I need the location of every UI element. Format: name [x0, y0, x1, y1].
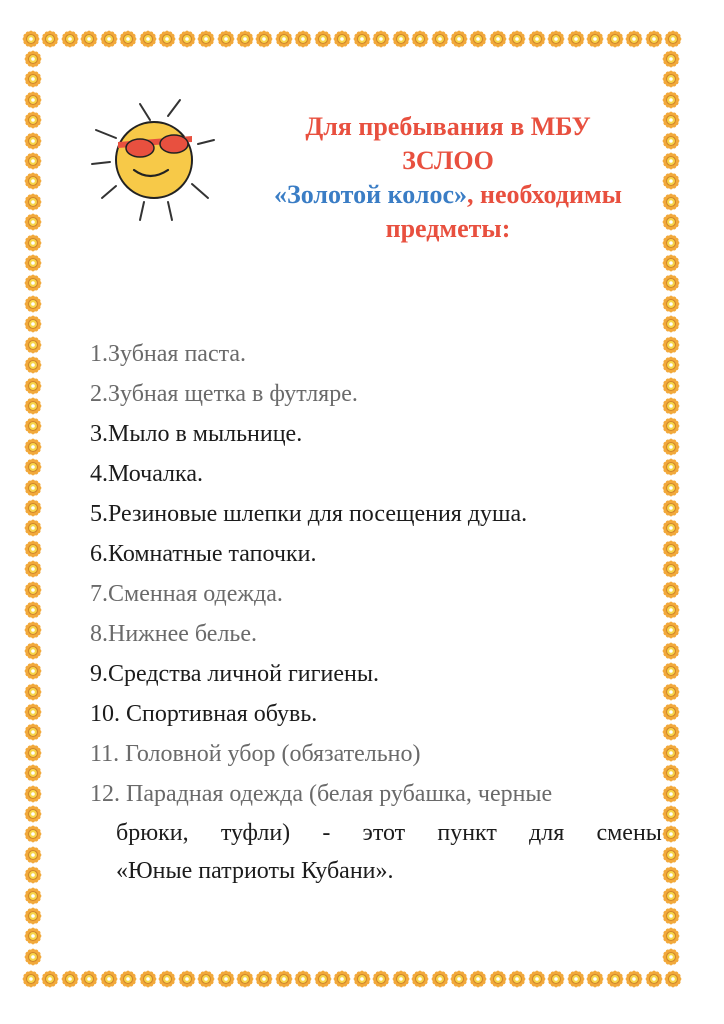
sun-flower-icon — [662, 805, 680, 823]
sun-flower-icon — [24, 336, 42, 354]
sun-flower-icon — [119, 30, 137, 48]
list-item-continuation — [90, 814, 662, 852]
list-item: 9.Средства личной гигиены. — [90, 661, 379, 687]
sun-flower-icon — [662, 91, 680, 109]
sun-flower-icon — [662, 274, 680, 292]
list-item: 1.Зубная паста. — [90, 341, 247, 367]
sun-flower-icon — [547, 30, 565, 48]
continuation-word: смены — [596, 820, 662, 846]
sun-flower-icon — [372, 970, 390, 988]
sun-flower-icon — [662, 703, 680, 721]
sun-flower-icon — [24, 377, 42, 395]
sun-flower-icon — [24, 152, 42, 170]
continuation-word: - — [322, 820, 331, 846]
continuation-word: этот — [362, 820, 406, 846]
sun-flower-icon — [662, 499, 680, 517]
sun-flower-icon — [431, 970, 449, 988]
sun-flower-icon — [24, 274, 42, 292]
sun-flower-icon — [24, 70, 42, 88]
list-item: 2.Зубная щетка в футляре. — [90, 381, 358, 407]
sun-flower-icon — [24, 907, 42, 925]
sun-flower-icon — [662, 764, 680, 782]
sun-flower-icon — [662, 825, 680, 843]
sun-flower-icon — [61, 30, 79, 48]
sun-flower-icon — [24, 193, 42, 211]
sun-flower-icon — [119, 970, 137, 988]
sun-flower-icon — [528, 30, 546, 48]
list-item: 10. Спортивная обувь. — [90, 701, 318, 727]
sun-flower-icon — [24, 764, 42, 782]
sun-flower-icon — [333, 30, 351, 48]
sun-flower-icon — [24, 254, 42, 272]
sun-flower-icon — [662, 417, 680, 435]
sun-flower-icon — [662, 887, 680, 905]
title-line-2: ЗСЛОО — [402, 146, 494, 175]
sun-flower-icon — [431, 30, 449, 48]
sun-flower-icon — [333, 970, 351, 988]
sun-flower-icon — [80, 970, 98, 988]
sun-flower-icon — [139, 970, 157, 988]
title-line-1: Для пребывания в МБУ — [305, 112, 591, 141]
sun-flower-icon — [606, 30, 624, 48]
sun-flower-icon — [508, 30, 526, 48]
sun-flower-icon — [662, 336, 680, 354]
sun-flower-icon — [314, 30, 332, 48]
sun-flower-icon — [24, 805, 42, 823]
sun-flower-icon — [606, 970, 624, 988]
sun-flower-icon — [100, 30, 118, 48]
sun-flower-icon — [314, 970, 332, 988]
list-item: 12. Парадная одежда (белая рубашка, черные — [90, 781, 553, 807]
continuation-word: пункт — [437, 820, 497, 846]
sun-flower-icon — [294, 30, 312, 48]
list-item: 8.Нижнее белье. — [90, 621, 258, 647]
sun-flower-icon — [24, 948, 42, 966]
border-bottom — [22, 968, 682, 990]
sun-flower-icon — [80, 30, 98, 48]
sun-flower-icon — [178, 30, 196, 48]
sun-flower-icon — [24, 887, 42, 905]
sun-flower-icon — [662, 70, 680, 88]
sun-flower-icon — [662, 377, 680, 395]
sun-flower-icon — [24, 540, 42, 558]
sun-flower-icon — [158, 970, 176, 988]
sun-flower-icon — [662, 438, 680, 456]
sun-flower-icon — [24, 172, 42, 190]
sun-flower-icon — [236, 970, 254, 988]
sun-flower-icon — [528, 970, 546, 988]
sun-with-sunglasses-icon — [88, 98, 218, 224]
sun-flower-icon — [24, 662, 42, 680]
sun-flower-icon — [662, 519, 680, 537]
sun-flower-icon — [411, 30, 429, 48]
sun-flower-icon — [662, 846, 680, 864]
sun-flower-icon — [645, 970, 663, 988]
sun-flower-icon — [567, 970, 585, 988]
sun-flower-icon — [22, 970, 40, 988]
title-line-3-tail: , необходимы — [467, 180, 622, 209]
sun-flower-icon — [508, 970, 526, 988]
sun-flower-icon — [217, 970, 235, 988]
sun-flower-icon — [24, 846, 42, 864]
page-title — [228, 110, 668, 246]
continuation-word: брюки, — [116, 820, 189, 846]
sun-flower-icon — [662, 356, 680, 374]
continuation-word: туфли) — [220, 820, 291, 846]
sun-flower-icon — [24, 519, 42, 537]
sun-flower-icon — [353, 30, 371, 48]
sun-flower-icon — [275, 30, 293, 48]
continuation-word: для — [529, 820, 565, 846]
sun-flower-icon — [662, 866, 680, 884]
sun-flower-icon — [662, 785, 680, 803]
sun-flower-icon — [24, 581, 42, 599]
sun-flower-icon — [392, 30, 410, 48]
sun-flower-icon — [662, 642, 680, 660]
sun-flower-icon — [662, 723, 680, 741]
sun-flower-icon — [217, 30, 235, 48]
sun-flower-icon — [489, 30, 507, 48]
sun-flower-icon — [662, 662, 680, 680]
sun-flower-icon — [24, 744, 42, 762]
sun-flower-icon — [24, 458, 42, 476]
sun-flower-icon — [662, 458, 680, 476]
sun-flower-icon — [24, 825, 42, 843]
sun-flower-icon — [24, 397, 42, 415]
sun-flower-icon — [24, 295, 42, 313]
sun-flower-icon — [24, 315, 42, 333]
sun-flower-icon — [24, 703, 42, 721]
sun-flower-icon — [567, 30, 585, 48]
camp-name: «Золотой колос» — [274, 180, 468, 209]
sun-flower-icon — [100, 970, 118, 988]
sun-flower-icon — [24, 723, 42, 741]
sun-flower-icon — [294, 970, 312, 988]
sun-flower-icon — [450, 30, 468, 48]
sun-flower-icon — [625, 970, 643, 988]
sun-flower-icon — [24, 91, 42, 109]
sun-flower-icon — [255, 30, 273, 48]
sun-flower-icon — [24, 642, 42, 660]
sun-flower-icon — [662, 397, 680, 415]
sun-flower-icon — [24, 785, 42, 803]
sun-flower-icon — [392, 970, 410, 988]
sun-flower-icon — [24, 601, 42, 619]
sun-flower-icon — [662, 907, 680, 925]
sun-flower-icon — [24, 132, 42, 150]
sun-flower-icon — [662, 927, 680, 945]
sun-flower-icon — [586, 30, 604, 48]
sun-flower-icon — [547, 970, 565, 988]
sun-flower-icon — [24, 417, 42, 435]
sun-flower-icon — [139, 30, 157, 48]
sun-flower-icon — [489, 970, 507, 988]
sun-flower-icon — [662, 50, 680, 68]
sun-flower-icon — [372, 30, 390, 48]
sun-flower-icon — [197, 970, 215, 988]
title-line-4: предметы: — [385, 214, 511, 243]
sun-flower-icon — [41, 970, 59, 988]
list-item: 11. Головной убор (обязательно) — [90, 741, 421, 767]
sun-flower-icon — [275, 970, 293, 988]
sun-flower-icon — [24, 621, 42, 639]
sun-flower-icon — [662, 254, 680, 272]
sun-flower-icon — [662, 948, 680, 966]
sun-flower-icon — [353, 970, 371, 988]
list-item: 7.Сменная одежда. — [90, 581, 283, 607]
sun-flower-icon — [41, 30, 59, 48]
sun-flower-icon — [24, 560, 42, 578]
sun-flower-icon — [664, 30, 682, 48]
sun-flower-icon — [255, 970, 273, 988]
sun-flower-icon — [662, 601, 680, 619]
sun-flower-icon — [662, 295, 680, 313]
sun-flower-icon — [662, 540, 680, 558]
border-top — [22, 28, 682, 50]
sun-flower-icon — [22, 30, 40, 48]
border-left — [22, 50, 44, 966]
sun-flower-icon — [662, 744, 680, 762]
sun-flower-icon — [469, 30, 487, 48]
sun-flower-icon — [662, 683, 680, 701]
list-item: 5.Резиновые шлепки для посещения душа. — [90, 501, 528, 527]
sun-flower-icon — [664, 970, 682, 988]
sun-flower-icon — [24, 499, 42, 517]
sun-flower-icon — [24, 683, 42, 701]
sun-flower-icon — [24, 111, 42, 129]
sun-flower-icon — [236, 30, 254, 48]
sun-flower-icon — [469, 970, 487, 988]
sun-flower-icon — [662, 315, 680, 333]
sun-flower-icon — [61, 970, 79, 988]
sun-flower-icon — [450, 970, 468, 988]
sun-flower-icon — [662, 560, 680, 578]
sun-flower-icon — [24, 50, 42, 68]
sun-flower-icon — [645, 30, 663, 48]
sun-flower-icon — [197, 30, 215, 48]
sun-flower-icon — [178, 970, 196, 988]
list-item: 3.Мыло в мыльнице. — [90, 421, 303, 447]
title-line-3 — [228, 178, 668, 212]
list-item-continuation: «Юные патриоты Кубани». — [116, 858, 394, 884]
sun-flower-icon — [662, 479, 680, 497]
sun-flower-icon — [24, 234, 42, 252]
sun-flower-icon — [625, 30, 643, 48]
sun-flower-icon — [586, 970, 604, 988]
sun-flower-icon — [24, 866, 42, 884]
sun-flower-icon — [158, 30, 176, 48]
sun-flower-icon — [24, 356, 42, 374]
sun-flower-icon — [24, 479, 42, 497]
items-list — [90, 334, 662, 890]
sun-flower-icon — [411, 970, 429, 988]
list-item: 6.Комнатные тапочки. — [90, 541, 317, 567]
sun-flower-icon — [24, 438, 42, 456]
sun-flower-icon — [24, 213, 42, 231]
list-item: 4.Мочалка. — [90, 461, 203, 487]
sun-flower-icon — [24, 927, 42, 945]
sun-flower-icon — [662, 621, 680, 639]
sun-flower-icon — [662, 581, 680, 599]
